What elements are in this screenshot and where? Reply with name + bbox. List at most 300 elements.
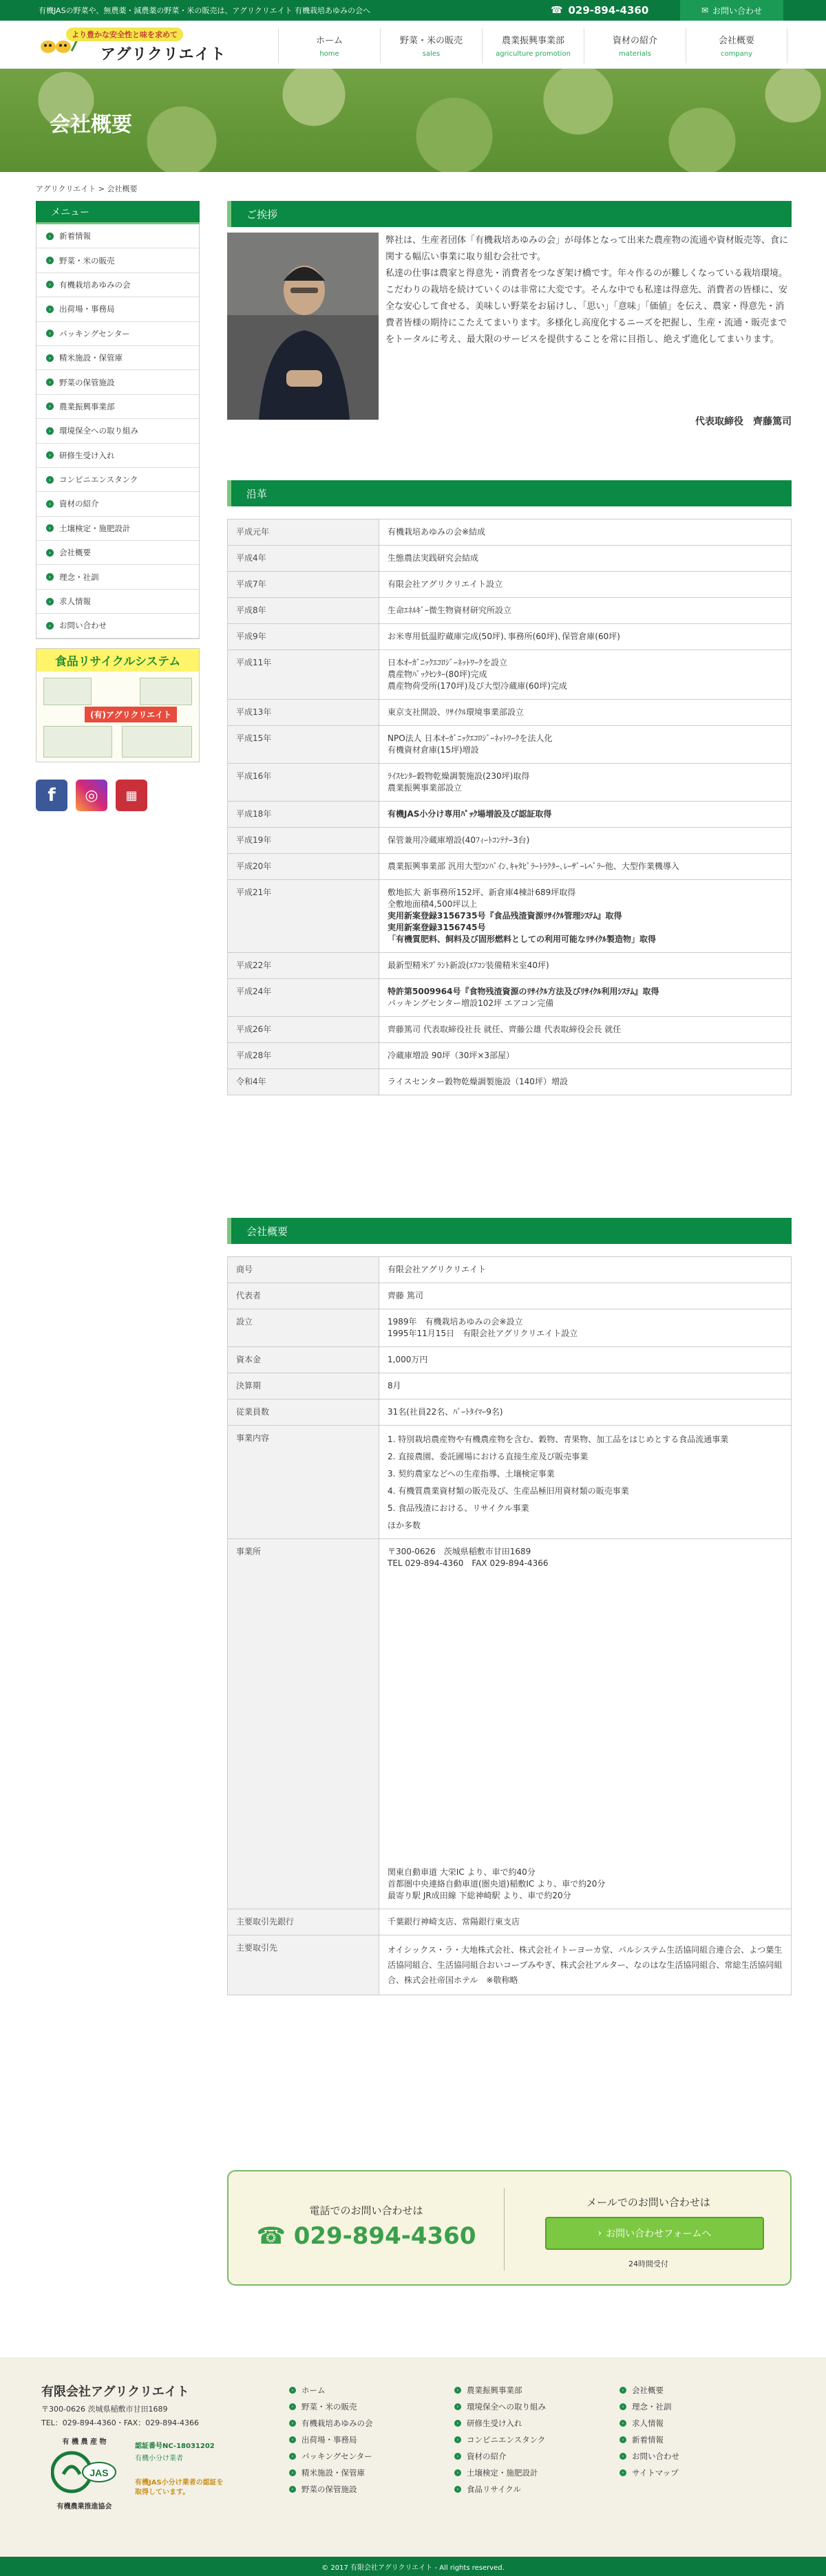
chevron-right-icon: › [46,524,54,532]
nav-company[interactable] [686,28,787,63]
footer-nav-link[interactable] [289,2432,373,2448]
history-heading: 沿革 [227,480,792,506]
history-event-line: 生態農法実践研究会結成 [388,553,479,563]
footer-nav-link[interactable] [289,2481,373,2498]
footer-nav-col-1 [289,2382,373,2498]
table-row [228,1069,792,1095]
footer-nav-label: 求人情報 [632,2418,664,2428]
history-year: 平成16年 [228,764,379,802]
nav-agriculture-sub: agriculture promotion [496,50,571,58]
sidebar-item[interactable] [36,541,199,565]
contact-box [227,2170,792,2286]
footer-nav-link[interactable] [620,2448,679,2465]
company-key: 商号 [228,1257,379,1283]
table-row [228,1399,792,1426]
contact-form-label: お問い合わせフォームへ [606,2229,712,2240]
chevron-right-icon: › [46,305,54,313]
header-phone[interactable] [551,0,648,21]
facebook-icon[interactable]: f [36,780,67,811]
footer-nav-label: 研修生受け入れ [467,2418,522,2428]
sidebar-item-label: 精米施設・保管庫 [59,353,123,363]
history-table [227,519,792,1095]
office-tel: TEL 029-894-4360 FAX 029-894-4366 [388,1558,549,1568]
est-line: 1989年 有機栽培あゆみの会※設立 [388,1317,523,1327]
company-key: 主要取引先 [228,1935,379,1995]
company-key: 事業内容 [228,1426,379,1539]
svg-text:JAS: JAS [89,2467,109,2478]
store-icon[interactable]: ▦ [116,780,147,811]
jas-note: 有機JAS小分け業者の認証を取得しています。 [135,2479,224,2496]
footer-nav-label: 土壌検定・施肥設計 [467,2468,538,2478]
history-year: 平成28年 [228,1043,379,1069]
footer-nav-link[interactable] [454,2398,546,2415]
history-event-line: 有機資材倉庫(15坪)増設 [388,745,479,755]
history-year: 平成26年 [228,1017,379,1043]
chevron-right-icon: › [289,2387,296,2394]
table-row [228,650,792,700]
company-key: 設立 [228,1309,379,1347]
history-event-line: 実用新案登録3156735号『食品残渣資源ﾘｻｲｸﾙ管理ｼｽﾃﾑ』取得 [388,911,622,921]
jas-cert-type: 有機小分け業者 [135,2455,183,2462]
sidebar-item[interactable] [36,224,199,248]
business-item: 5. 食品残渣における、リサイクル事業 [388,1503,529,1513]
company-section [227,1218,792,1995]
chevron-right-icon: › [46,427,54,435]
company-key: 資本金 [228,1347,379,1373]
nav-home-sub: home [319,50,339,58]
greeting-heading: ご挨拶 [227,201,792,227]
sidebar-item-label: 野菜・米の販売 [59,255,115,266]
history-event-line: 齊藤篤司 代表取締役社長 就任、齊藤公雄 代表取締役会長 就任 [388,1024,622,1034]
footer-nav-link[interactable] [454,2415,546,2432]
breadcrumb: アグリクリエイト > 会社概要 [36,184,138,193]
footer-nav-link[interactable] [454,2382,546,2398]
footer-nav-label: 出荷場・事務局 [301,2435,357,2445]
history-year: 平成7年 [228,572,379,598]
jas-logo-icon [51,2447,117,2498]
sidebar-item[interactable] [36,370,199,394]
chevron-right-icon: › [289,2436,296,2443]
table-row [228,1373,792,1399]
business-list [388,1434,783,1514]
history-year: 平成18年 [228,802,379,828]
history-event-line: 日本ｵｰｶﾞﾆｯｸｴｺﾛｼﾞｰﾈｯﾄﾜｰｸを設立 [388,658,508,667]
company-value: 1,000万円 [379,1347,792,1373]
footer-nav-label: 環境保全への取り組み [467,2402,546,2412]
footer-telfax: TEL：029-894-4360・FAX：029-894-4366 [41,2418,200,2427]
sidebar-item[interactable] [36,614,199,638]
history-event-line: 東京支社開設、ﾘｻｲｸﾙ環境事業部設立 [388,707,525,717]
history-event-line: 敷地拡大 新事務所152坪、新倉庫4棟計689坪取得 [388,888,576,897]
nav-sales[interactable] [380,28,482,63]
footer-nav-link[interactable] [454,2448,546,2465]
footer-nav-label: お問い合わせ [632,2451,679,2461]
sidebar [36,201,200,639]
footer-nav-link[interactable] [289,2398,373,2415]
footer-nav-label: パッキングセンター [301,2451,372,2461]
company-key: 事業所 [228,1539,379,1909]
history-year: 平成21年 [228,880,379,953]
contact-note: 24時間受付 [628,2260,668,2268]
sidebar-item-label: 新着情報 [59,231,91,242]
business-item: 2. 直接農園、委託圃場における直接生産及び販売事業 [388,1452,589,1461]
recycle-system-banner[interactable] [36,648,200,762]
nav-materials-label: 資材の紹介 [612,36,657,46]
chevron-right-icon: › [289,2403,296,2410]
footer-nav-link[interactable] [454,2481,546,2498]
chevron-right-icon: › [46,598,54,605]
footer-nav-link[interactable] [620,2465,679,2481]
recycle-banner-title: 食品リサイクルシステム [36,649,199,672]
sidebar-item-label: 会社概要 [59,548,91,558]
company-table [227,1256,792,1995]
sidebar-item[interactable] [36,565,199,589]
footer-address-line: 〒300-0626 茨城県稲敷市甘田1689 [41,2405,168,2414]
mail-icon: ✉ [701,6,709,15]
greeting-paragraph: 弊社は、生産者団体「有機栽培あゆみの会」が母体となって出来た農産物の流通や資材販売等、食に関する幅広い事業に取り組む会社です。 [385,235,789,262]
footer-nav-link[interactable] [620,2398,679,2415]
footer-nav-link[interactable] [620,2382,679,2398]
history-event-line: ライスセンター穀物乾燥調製施設（140坪）増設 [388,1077,568,1086]
sidebar-item-label: 野菜の保管施設 [59,377,115,387]
business-more: ほか多数 [388,1521,421,1530]
sidebar-item[interactable] [36,517,199,541]
sidebar-item-label: 資材の紹介 [59,499,99,509]
office-access: 関東自動車道 大栄IC より、車で約40分 [388,1867,536,1877]
table-row [228,880,792,953]
table-row [228,519,792,546]
footer-nav-link[interactable] [454,2432,546,2448]
sidebar-item-label: 研修生受け入れ [59,450,115,460]
chevron-right-icon: › [46,257,54,264]
president-photo [227,233,379,420]
history-year: 平成8年 [228,598,379,624]
footer-nav-label: 野菜・米の販売 [301,2402,357,2412]
company-value [379,1539,792,1909]
table-row [228,1309,792,1347]
sidebar-item-label: 出荷場・事務局 [59,304,115,314]
table-row [228,802,792,828]
footer-company-name: 有限会社アグリクリエイト [41,2385,189,2399]
recycle-diagram-box [43,726,112,758]
nav-home[interactable] [278,28,380,63]
page-title: 会社概要 [50,113,132,137]
history-year: 平成15年 [228,726,379,764]
history-year: 令和4年 [228,1069,379,1095]
history-event-line: 農産物ﾊﾟｯｸｾﾝﾀｰ(80坪)完成 [388,669,487,679]
table-row [228,572,792,598]
business-item: 4. 有機質農業資材類の販売及び、生産品極旧用資材類の販売事業 [388,1486,629,1496]
sidebar-item-label: 求人情報 [59,597,91,607]
table-row [228,953,792,979]
sidebar-item-label: 農業振興事業部 [59,401,115,411]
site-logo[interactable] [39,26,245,63]
footer-nav-link[interactable] [289,2465,373,2481]
sidebar-item[interactable] [36,273,199,297]
table-row [228,1257,792,1283]
chevron-right-icon: › [454,2486,461,2493]
table-row [228,546,792,572]
chevron-right-icon: › [289,2469,296,2476]
business-item: 3. 契約農家などへの生産指導、土壌検定事業 [388,1469,555,1479]
chevron-right-icon: › [46,500,54,508]
contact-form-button[interactable] [545,2217,764,2250]
table-row [228,624,792,650]
office-map[interactable] [388,1569,783,1867]
table-row [228,1909,792,1935]
history-year: 平成19年 [228,828,379,854]
table-row [228,598,792,624]
history-event-line: 最新型精米ﾌﾟﾗﾝﾄ新設(ｴｱｺﾝ装備精米室40坪) [388,960,549,970]
footer-nav-label: 野菜の保管施設 [301,2484,357,2494]
chevron-right-icon: › [46,281,54,288]
footer-nav-link[interactable] [289,2415,373,2432]
history-event-line: ﾗｲｽｾﾝﾀｰ穀物乾燥調製施設(230坪)取得 [388,771,530,781]
sidebar-item[interactable] [36,346,199,370]
history-event-line: 保管兼用冷蔵庫増設(40ﾌｨｰﾄｺﾝﾃﾅｰ3台) [388,835,530,845]
history-event [379,1017,792,1043]
instagram-icon[interactable]: ◎ [76,780,107,811]
nav-materials[interactable] [584,28,686,63]
chevron-right-icon: › [46,233,54,240]
president-photo-image [227,233,379,420]
table-row [228,828,792,854]
chevron-right-icon: › [620,2469,626,2476]
history-event-line: 「有機質肥料、飼料及び固形燃料としての利用可能なﾘｻｲｸﾙ製造物」取得 [388,934,657,944]
nav-company-label: 会社概要 [718,36,754,46]
history-event [379,519,792,546]
chevron-right-icon: › [46,451,54,459]
footer-nav-label: 精米施設・保管庫 [301,2468,365,2478]
history-event-line: 農業振興事業部 汎用大型ｺﾝﾊﾞｲﾝ､ｷｬﾀﾋﾟﾗｰﾄﾗｸﾀｰ､ﾚｰｻﾞｰﾚﾍﾞﾗｰ他、大型作業機導入 [388,861,679,871]
history-event [379,764,792,802]
history-event [379,624,792,650]
nav-agriculture[interactable] [482,28,584,63]
sidebar-item[interactable] [36,248,199,272]
company-key: 決算期 [228,1373,379,1399]
history-section [227,480,792,1095]
history-year: 平成9年 [228,624,379,650]
footer [0,2357,826,2557]
chevron-right-icon: › [289,2453,296,2460]
nav-sales-sub: sales [422,50,441,58]
history-year: 平成元年 [228,519,379,546]
footer-nav-label: 食品リサイクル [467,2484,521,2494]
footer-nav-link[interactable] [620,2432,679,2448]
company-key: 従業員数 [228,1399,379,1426]
footer-nav-link[interactable] [454,2465,546,2481]
chevron-right-icon: › [454,2403,461,2410]
history-event [379,1069,792,1095]
est-line: 1995年11月15日 有限会社アグリクリエイト設立 [388,1329,578,1338]
history-event [379,802,792,828]
sidebar-item[interactable] [36,419,199,443]
sidebar-item-label: 理念・社訓 [59,572,99,582]
chevron-right-icon: › [289,2486,296,2493]
company-value [379,1309,792,1347]
company-value: 千葉銀行神崎支店、常陽銀行東支店 [379,1909,792,1935]
history-event-line: 生命ｴﾈﾙｷﾞｰ微生物資材研究所設立 [388,605,512,615]
table-row [228,726,792,764]
sidebar-item-label: パッキングセンター [59,328,130,339]
recycle-diagram-box [122,726,192,758]
footer-nav-link[interactable] [620,2415,679,2432]
logo-tagline: より豊かな安全性と味を求めて [66,28,183,41]
table-row [228,764,792,802]
sidebar-item[interactable] [36,590,199,614]
history-event-line: 農業振興事業部設立 [388,783,463,793]
company-key: 主要取引先銀行 [228,1909,379,1935]
sidebar-menu [36,224,200,639]
greeting-section [227,201,792,427]
footer-nav-label: サイトマップ [632,2468,679,2478]
footer-nav-label: 有機栽培あゆみの会 [301,2418,373,2428]
header-phone-number: 029-894-4360 [568,4,649,17]
table-row [228,1347,792,1373]
footer-nav-label: 新着情報 [632,2435,664,2445]
greeting-signature: 代表取締役 齊藤篤司 [695,416,792,427]
chevron-right-icon: › [454,2436,461,2443]
recycle-diagram-box [140,678,192,705]
nav-sales-label: 野菜・米の販売 [399,36,463,46]
history-event-line: 有機栽培あゆみの会※結成 [388,527,486,537]
header-contact-label: お問い合わせ [712,6,763,16]
history-event-line: NPO法人 日本ｵｰｶﾞﾆｯｸｴｺﾛｼﾞｰﾈｯﾄﾜｰｸを法人化 [388,733,553,743]
header [0,21,826,69]
chevron-right-icon: › [620,2387,626,2394]
sidebar-item-label: 有機栽培あゆみの会 [59,279,131,290]
history-event [379,726,792,764]
history-event [379,854,792,880]
sidebar-item-label: 環境保全への取り組み [59,426,138,436]
jas-organization: 有機農業推進協会 [56,2503,112,2511]
footer-address [41,2403,199,2430]
business-item: 1. 特別栽培農産物や有機農産物を含む、穀物、青果物、加工品をはじめとする食品流通事業 [388,1435,729,1444]
history-event-line: 農産物荷受所(170坪)及び大型冷蔵庫(60坪)完成 [388,681,567,691]
header-contact-button[interactable] [680,0,783,21]
sidebar-title: メニュー [36,201,200,224]
chevron-right-icon: › [620,2436,626,2443]
footer-nav-label: 理念・社訓 [632,2402,672,2412]
sidebar-item[interactable] [36,468,199,492]
history-event-line: 全敷地面積4,500坪以上 [388,899,478,909]
top-bar [0,0,826,21]
company-value [379,1426,792,1539]
chevron-right-icon: › [620,2453,626,2460]
footer-nav-label: 資材の紹介 [467,2451,507,2461]
history-year: 平成20年 [228,854,379,880]
company-value: 8月 [379,1373,792,1399]
company-heading: 会社概要 [227,1218,792,1244]
chevron-right-icon: › [46,549,54,557]
footer-nav-label: コンピニエンスタンク [467,2435,546,2445]
social-links [36,780,147,811]
chevron-right-icon: › [597,2228,602,2239]
sidebar-item[interactable] [36,444,199,468]
history-event [379,979,792,1017]
table-row [228,700,792,726]
table-row [228,1426,792,1539]
sidebar-item[interactable] [36,492,199,516]
history-year: 平成4年 [228,546,379,572]
office-access: 首都圏中央連絡自動車道(圏央道)稲敷IC より、車で約20分 [388,1879,606,1889]
phone-icon: ☎ [551,5,563,16]
chevron-right-icon: › [289,2420,296,2427]
office-address: 〒300-0626 茨城県稲敷市甘田1689 [388,1547,531,1556]
chevron-right-icon: › [620,2403,626,2410]
company-value: 31名(社員22名、ﾊﾟｰﾄﾀｲﾏｰ9名) [379,1399,792,1426]
history-event-line: 有限会社アグリクリエイト設立 [388,579,503,589]
sidebar-item[interactable] [36,297,199,321]
chevron-right-icon: › [454,2453,461,2460]
chevron-right-icon: › [46,573,54,581]
history-event [379,650,792,700]
copyright: © 2017 有限会社アグリクリエイト - All rights reserved. [0,2557,826,2576]
history-event-line: パッキングセンター増設102坪 エアコン完備 [388,998,554,1008]
global-nav [278,28,787,63]
contact-phone-caption: 電話でのお問い合わせは [309,2204,423,2217]
history-event [379,546,792,572]
history-event [379,828,792,854]
table-row [228,1935,792,1995]
history-event [379,598,792,624]
footer-nav-link[interactable] [289,2382,373,2398]
history-year: 平成13年 [228,700,379,726]
sidebar-item-label: お問い合わせ [59,621,107,631]
phone-icon: ☎ [256,2222,294,2250]
table-row [228,979,792,1017]
footer-nav-label: 農業振興事業部 [467,2385,522,2395]
table-row [228,1017,792,1043]
recycle-diagram-box [43,678,92,705]
history-year: 平成22年 [228,953,379,979]
history-event [379,700,792,726]
chevron-right-icon: › [454,2420,461,2427]
history-event-line: 実用新案登録3156745号 [388,923,486,932]
sidebar-item-label: 土壌検定・施肥設計 [59,523,131,533]
recycle-banner-label: (有)アグリクリエイト [85,707,177,722]
chevron-right-icon: › [46,476,54,484]
chevron-right-icon: › [454,2387,461,2394]
table-row [228,1283,792,1309]
hero-banner [0,69,826,172]
company-key: 代表者 [228,1283,379,1309]
chevron-right-icon: › [454,2469,461,2476]
history-event [379,1043,792,1069]
sidebar-item[interactable] [36,395,199,419]
table-row [228,854,792,880]
greeting-paragraph: 私達の仕事は農家と得意先・消費者をつなぎ架け橋です。年々作るのが難しくなっている栽培環境。こだわりの栽培を続けていくのは非常に大変です。そんな中でも私達は得意先、消費者の皆様に、安全な安心して食せる、美味しい野菜をお届けし、「思い」「意味」「価値」を伝え、農家・得意先・消費者皆様の期待にこたえてまいります。多様化し高度化するニーズを把握し、生産・流通・販売までをトータルに考え、最大限のサービスを提供することを常に目指し、絶えず進化してまいります。 [385,268,787,345]
company-value: 齊藤 篤司 [379,1283,792,1309]
footer-nav-link[interactable] [289,2448,373,2465]
greeting-text [385,233,792,348]
company-value: 有限会社アグリクリエイト [379,1257,792,1283]
logo-name: アグリクリエイト [100,46,226,63]
nav-company-sub: company [720,50,753,58]
footer-nav-col-3 [620,2382,679,2481]
footer-nav-label: ホーム [301,2385,326,2395]
nav-agriculture-label: 農業振興事業部 [501,36,564,46]
history-event-line: お米専用低温貯蔵庫完成(50坪)､事務所(60坪)､保管倉庫(60坪) [388,632,620,641]
chevron-right-icon: › [46,378,54,386]
chevron-right-icon: › [46,402,54,410]
history-year: 平成24年 [228,979,379,1017]
office-access: 最寄り駅 JR成田線 下総神崎駅 より、車で約20分 [388,1891,571,1900]
history-event [379,880,792,953]
jas-cert-number: 認証番号NC-18031202 [135,2443,215,2450]
contact-phone[interactable] [229,2222,504,2250]
sidebar-item[interactable] [36,322,199,346]
